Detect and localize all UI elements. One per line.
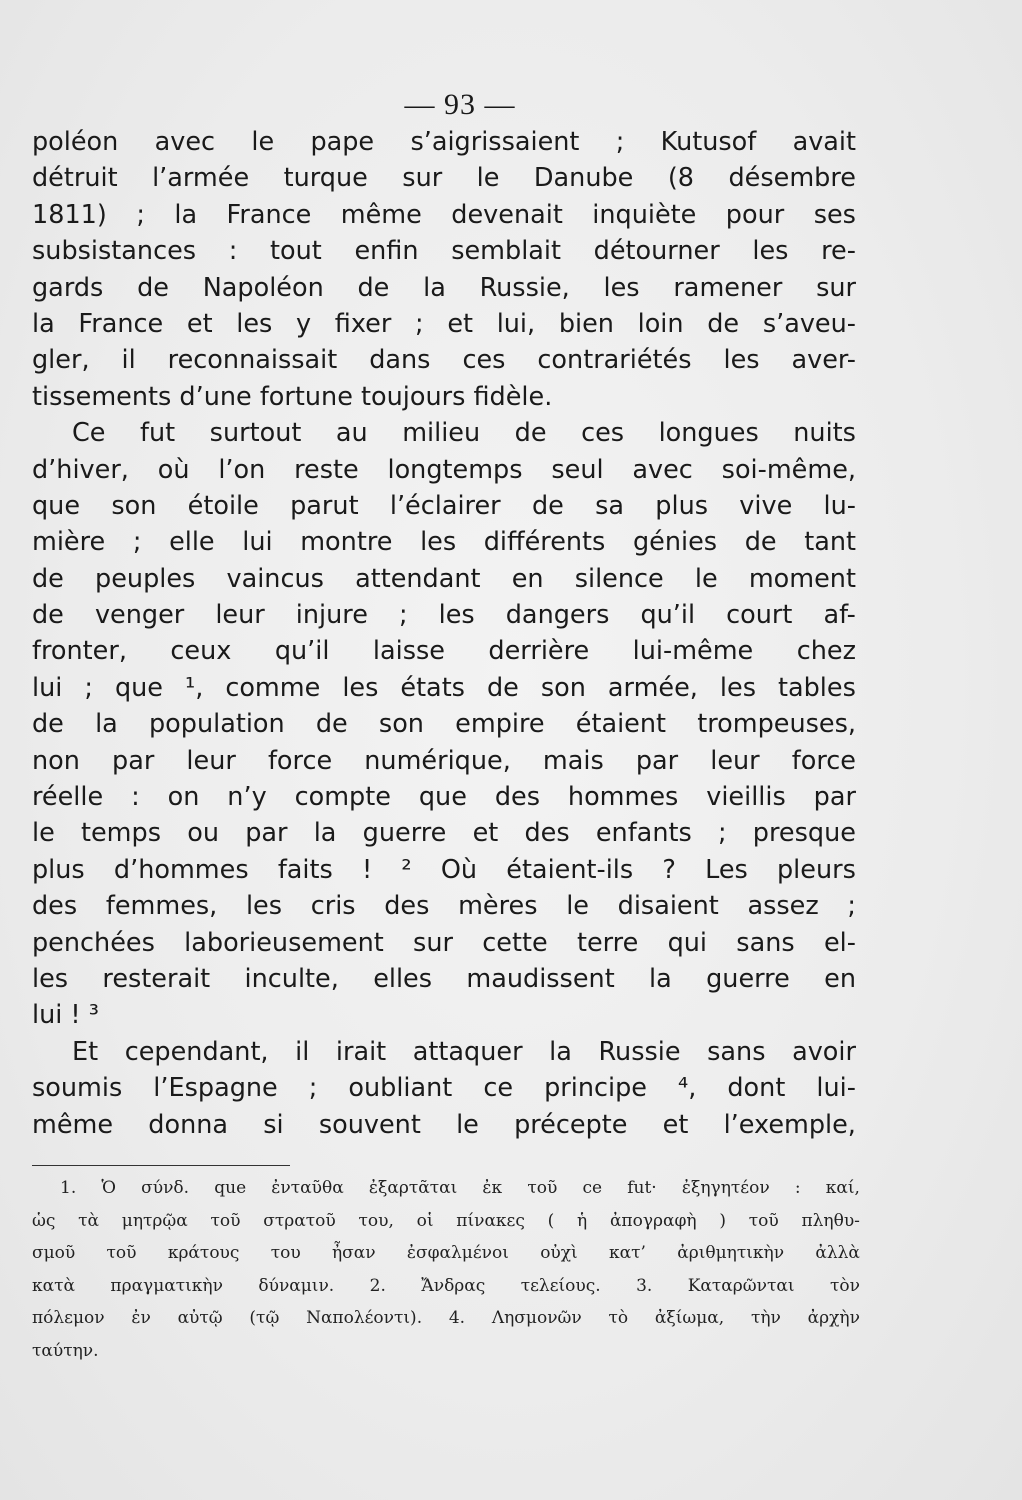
- text-line: de venger leur injure ; les dangers qu’il court af-: [32, 600, 856, 631]
- footnote-line: σμοῦ τοῦ κράτους του ἦσαν ἐσφαλμένοι οὐχὶ κατ’ ἀριθμητικὴν ἀλλὰ: [32, 1243, 860, 1263]
- footnote-line: πόλεμον ἐν αὐτῷ (τῷ Ναπολέοντι). 4. Λησμονῶν τὸ ἀξίωμα, τὴν ἀρχὴν: [32, 1308, 860, 1328]
- text-line: de peuples vaincus attendant en silence le moment: [32, 563, 856, 594]
- text-line: des femmes, les cris des mères le disaient assez ;: [32, 891, 856, 922]
- text-line: 1811) ; la France même devenait inquiète pour ses: [32, 199, 856, 230]
- text-line: non par leur force numérique, mais par leur force: [32, 745, 856, 776]
- text-line: Et cependant, il irait attaquer la Russie sans avoir: [72, 1036, 856, 1067]
- footnote-line: ὡς τὰ μητρῷα τοῦ στρατοῦ του, οἱ πίνακες ( ἡ ἀπογραφὴ ) τοῦ πληθυ-: [32, 1210, 860, 1231]
- text-line: plus d’hommes faits ! ² Où étaient-ils ? Les pleurs: [32, 854, 856, 885]
- text-line: le temps ou par la guerre et des enfants ; presque: [32, 818, 856, 849]
- text-line: gler, il reconnaissait dans ces contrariétés les aver-: [32, 345, 856, 376]
- text-line: d’hiver, où l’on reste longtemps seul avec soi-même,: [32, 454, 856, 485]
- text-line: la France et les y fixer ; et lui, bien loin de s’aveu-: [32, 308, 856, 339]
- text-line: tissements d’une fortune toujours fidèle.: [32, 381, 553, 412]
- footnotes: [32, 1172, 860, 1367]
- text-line: soumis l’Espagne ; oubliant ce principe ⁴, dont lui-: [32, 1073, 856, 1104]
- text-line: détruit l’armée turque sur le Danube (8 désembre: [32, 163, 856, 194]
- text-line: que son étoile parut l’éclairer de sa plus vive lu-: [32, 490, 856, 521]
- text-line: lui ; que ¹, comme les états de son armée, les tables: [32, 672, 856, 703]
- text-line: penchées laborieusement sur cette terre qui sans el-: [32, 927, 856, 958]
- footnote-separator: [32, 1165, 290, 1166]
- footnote-line: κατὰ πραγματικὴν δύναμιν. 2. Ἄνδρας τελείους. 3. Καταρῶνται τὸν: [32, 1275, 860, 1296]
- text-line: les resterait inculte, elles maudissent la guerre en: [32, 963, 856, 994]
- text-line: subsistances : tout enfin semblait détourner les re-: [32, 236, 856, 267]
- text-line: fronter, ceux qu’il laisse derrière lui-même chez: [32, 636, 856, 667]
- footnote-line: ταύτην.: [32, 1340, 99, 1361]
- text-line: gards de Napoléon de la Russie, les ramener sur: [32, 272, 856, 303]
- footnote-line: 1. Ὁ σύνδ. que ἐνταῦθα ἐξαρτᾶται ἐκ τοῦ ce fut· ἐξηγητέον : καί,: [60, 1178, 860, 1198]
- text-line: mière ; elle lui montre les différents génies de tant: [32, 527, 856, 558]
- text-line: de la population de son empire étaient trompeuses,: [32, 709, 856, 740]
- text-line: poléon avec le pape s’aigrissaient ; Kutusof avait: [32, 127, 856, 157]
- text-line: même donna si souvent le précepte et l’exemple,: [32, 1109, 856, 1140]
- text-line: lui ! ³: [32, 1000, 99, 1031]
- text-line: Ce fut surtout au milieu de ces longues nuits: [72, 418, 856, 449]
- page-number: — 93 —: [404, 88, 516, 121]
- text-line: réelle : on n’y compte que des hommes vieillis par: [32, 782, 856, 813]
- body-text: [32, 124, 856, 1143]
